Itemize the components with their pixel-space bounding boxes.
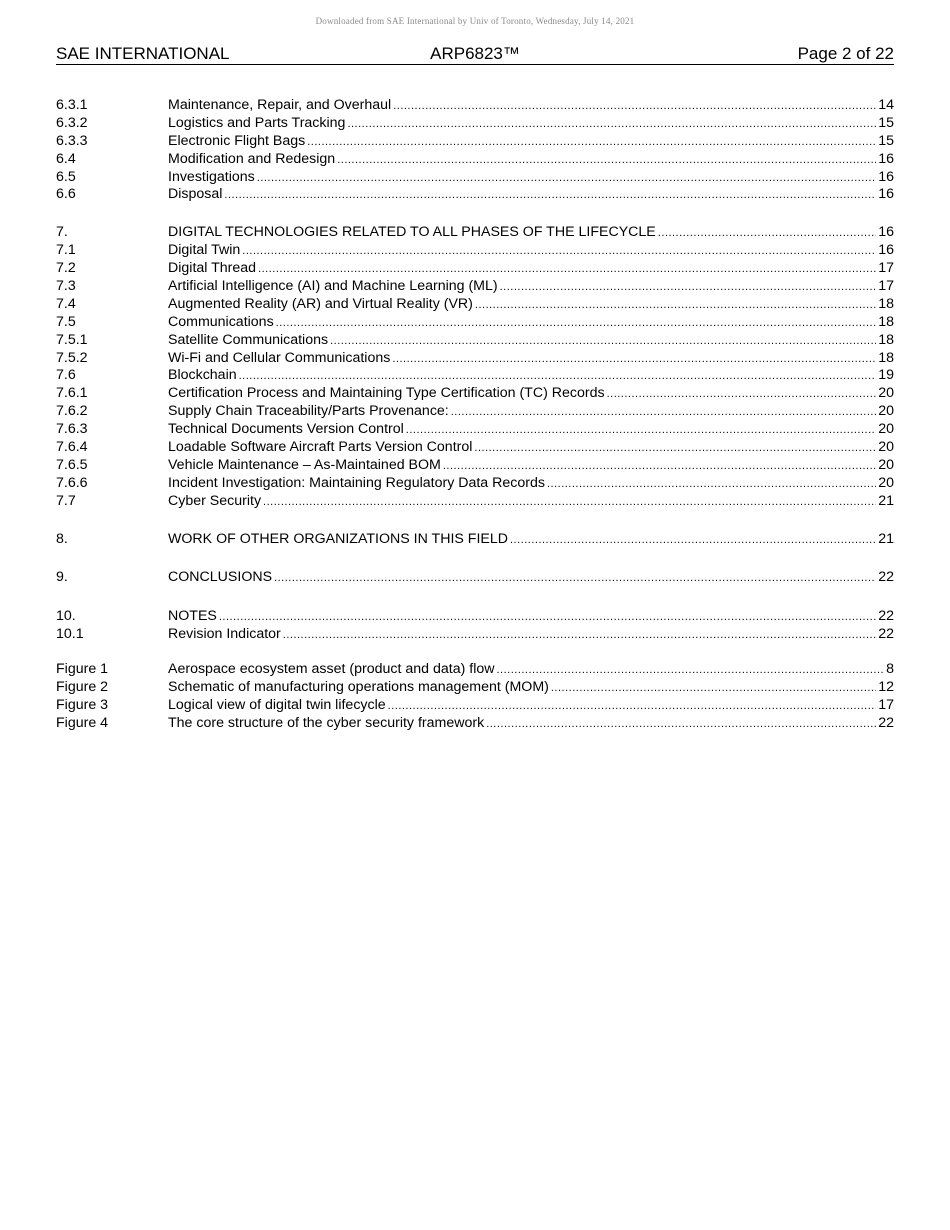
entry-page-number: 20 [878, 456, 894, 473]
entry-page-number: 18 [878, 331, 894, 348]
dot-leader [443, 458, 876, 476]
dot-leader [283, 627, 876, 645]
entry-page-number: 20 [878, 474, 894, 491]
toc-entry[interactable] [56, 97, 894, 115]
toc-entry[interactable] [56, 421, 894, 439]
entry-number: 8. [56, 530, 68, 547]
dot-leader [347, 116, 876, 134]
entry-title: Communications [168, 313, 274, 330]
figure-entry[interactable] [56, 661, 894, 679]
dot-leader [224, 187, 876, 205]
toc-entry[interactable] [56, 531, 894, 549]
entry-page-number: 16 [878, 224, 894, 241]
entry-page-number: 8 [886, 661, 894, 678]
toc-entry[interactable] [56, 242, 894, 260]
entry-number: Figure 3 [56, 696, 109, 713]
toc-entry[interactable] [56, 493, 894, 511]
entry-title: Certification Process and Maintaining Type Certification (TC) Records [168, 385, 605, 402]
figure-entry[interactable] [56, 715, 894, 733]
dot-leader [510, 532, 876, 550]
dot-leader [219, 609, 876, 627]
header-page-number: Page 2 of 22 [797, 44, 894, 63]
dot-leader [257, 170, 876, 188]
toc-group [56, 569, 894, 587]
header-document-id: ARP6823™ [430, 44, 520, 63]
entry-title: Artificial Intelligence (AI) and Machine Learning (ML) [168, 278, 498, 295]
entry-page-number: 17 [878, 696, 894, 713]
dot-leader [451, 404, 876, 422]
entry-number: 7.6.1 [56, 385, 88, 402]
entry-page-number: 22 [878, 714, 894, 731]
toc-entry[interactable] [56, 569, 894, 587]
toc-entry[interactable] [56, 151, 894, 169]
entry-title: Vehicle Maintenance – As-Maintained BOM [168, 456, 441, 473]
entry-title: NOTES [168, 608, 217, 625]
entry-page-number: 16 [878, 168, 894, 185]
dot-leader [475, 297, 876, 315]
entry-title: Maintenance, Repair, and Overhaul [168, 97, 392, 113]
toc-entry[interactable] [56, 169, 894, 187]
toc-entry[interactable] [56, 626, 894, 644]
dot-leader [500, 279, 877, 297]
dot-leader [242, 243, 876, 261]
toc-entry[interactable] [56, 224, 894, 242]
entry-page-number: 15 [878, 132, 894, 149]
entry-number: 7.2 [56, 260, 76, 277]
entry-number: 6.4 [56, 150, 76, 167]
entry-page-number: 18 [878, 313, 894, 330]
entry-number: 7.5.1 [56, 331, 88, 348]
entry-number: 6.5 [56, 168, 76, 185]
entry-title: Incident Investigation: Maintaining Regulatory Data Records [168, 474, 545, 491]
toc-entry[interactable] [56, 115, 894, 133]
toc-entry[interactable] [56, 385, 894, 403]
entry-title: Logistics and Parts Tracking [168, 114, 346, 131]
entry-title: WORK OF OTHER ORGANIZATIONS IN THIS FIELD [168, 530, 508, 547]
dot-leader [486, 716, 876, 734]
entry-title: Logical view of digital twin lifecycle [168, 696, 386, 713]
entry-number: 6.3.2 [56, 114, 88, 131]
toc-entry[interactable] [56, 296, 894, 314]
entry-page-number: 19 [878, 367, 894, 384]
dot-leader [276, 315, 877, 333]
dot-leader [547, 476, 876, 494]
list-of-figures [56, 661, 894, 733]
entry-number: 7.6.2 [56, 403, 88, 420]
entry-title: Schematic of manufacturing operations management (MOM) [168, 679, 549, 696]
dot-leader [474, 440, 876, 458]
entry-number: 7. [56, 224, 68, 241]
entry-number: 9. [56, 569, 68, 586]
entry-page-number: 20 [878, 439, 894, 456]
toc-group [56, 97, 894, 204]
entry-title: Technical Documents Version Control [168, 421, 404, 438]
dot-leader [263, 494, 876, 512]
entry-number: 7.6.3 [56, 421, 88, 438]
dot-leader [274, 570, 876, 588]
toc-entry[interactable] [56, 260, 894, 278]
dot-leader [658, 225, 876, 243]
entry-page-number: 16 [878, 186, 894, 203]
dot-leader [607, 386, 877, 404]
entry-title: Modification and Redesign [168, 150, 336, 167]
entry-page-number: 16 [878, 150, 894, 167]
dot-leader [496, 662, 884, 680]
toc-entry[interactable] [56, 403, 894, 421]
dot-leader [330, 333, 876, 351]
entry-page-number: 12 [878, 679, 894, 696]
dot-leader [393, 98, 876, 116]
entry-page-number: 17 [878, 260, 894, 277]
entry-title: Loadable Software Aircraft Parts Version Control [168, 439, 473, 456]
entry-title: Blockchain [168, 367, 237, 384]
entry-title: Digital Twin [168, 242, 241, 259]
toc-entry[interactable] [56, 133, 894, 151]
entry-title: Satellite Communications [168, 331, 329, 348]
entry-title: Disposal [168, 186, 223, 203]
toc-entry[interactable] [56, 439, 894, 457]
toc-entry[interactable] [56, 332, 894, 350]
entry-page-number: 22 [878, 626, 894, 643]
entry-page-number: 21 [878, 492, 894, 509]
dot-leader [392, 351, 876, 369]
entry-page-number: 18 [878, 295, 894, 312]
entry-title: Augmented Reality (AR) and Virtual Reality (VR) [168, 295, 473, 312]
toc-entry[interactable] [56, 475, 894, 493]
toc-entry[interactable] [56, 278, 894, 296]
entry-number: 10. [56, 608, 76, 625]
entry-number: 6.3.3 [56, 132, 88, 149]
figure-entry[interactable] [56, 697, 894, 715]
dot-leader [307, 134, 876, 152]
entry-title: Aerospace ecosystem asset (product and data) flow [168, 661, 495, 678]
entry-page-number: 20 [878, 403, 894, 420]
entry-number: 7.6.6 [56, 474, 88, 491]
entry-page-number: 22 [878, 608, 894, 625]
entry-title: Supply Chain Traceability/Parts Provenance: [168, 403, 449, 420]
entry-page-number: 14 [878, 97, 894, 113]
entry-title: CONCLUSIONS [168, 569, 273, 586]
toc-entry[interactable] [56, 608, 894, 626]
entry-title: The core structure of the cyber security framework [168, 714, 485, 731]
entry-number: 7.5 [56, 313, 76, 330]
entry-number: 7.6.5 [56, 456, 88, 473]
entry-page-number: 17 [878, 278, 894, 295]
entry-title: Digital Thread [168, 260, 257, 277]
table-of-contents [56, 97, 894, 733]
entry-number: 6.3.1 [56, 97, 88, 113]
entry-page-number: 22 [878, 569, 894, 586]
entry-number: 7.1 [56, 242, 76, 259]
entry-number: Figure 1 [56, 661, 109, 678]
dot-leader [388, 698, 877, 716]
toc-group [56, 224, 894, 510]
toc-group [56, 531, 894, 549]
entry-page-number: 21 [878, 530, 894, 547]
entry-number: 6.6 [56, 186, 76, 203]
download-watermark: Downloaded from SAE International by Univ of Toronto, Wednesday, July 14, 2021 [315, 16, 635, 26]
toc-entry[interactable] [56, 367, 894, 385]
entry-page-number: 16 [878, 242, 894, 259]
dot-leader [406, 422, 876, 440]
entry-title: Cyber Security [168, 492, 262, 509]
entry-number: 7.5.2 [56, 349, 88, 366]
entry-page-number: 18 [878, 349, 894, 366]
entry-title: DIGITAL TECHNOLOGIES RELATED TO ALL PHASES OF THE LIFECYCLE [168, 224, 656, 241]
entry-title: Revision Indicator [168, 626, 281, 643]
dot-leader [258, 261, 876, 279]
dot-leader [239, 368, 877, 386]
entry-number: 10.1 [56, 626, 84, 643]
toc-entry[interactable] [56, 314, 894, 332]
entry-page-number: 20 [878, 421, 894, 438]
entry-page-number: 20 [878, 385, 894, 402]
entry-number: 7.3 [56, 278, 76, 295]
header-organization: SAE INTERNATIONAL [56, 44, 230, 63]
dot-leader [337, 152, 876, 170]
figure-entry[interactable] [56, 679, 894, 697]
dot-leader [551, 680, 876, 698]
toc-entry[interactable] [56, 350, 894, 368]
toc-entry[interactable] [56, 186, 894, 204]
entry-page-number: 15 [878, 114, 894, 131]
entry-number: 7.4 [56, 295, 76, 312]
entry-number: 7.7 [56, 492, 76, 509]
entry-number: 7.6 [56, 367, 76, 384]
page-header [56, 44, 894, 65]
entry-title: Wi-Fi and Cellular Communications [168, 349, 391, 366]
toc-group [56, 608, 894, 644]
entry-number: 7.6.4 [56, 439, 88, 456]
entry-title: Investigations [168, 168, 255, 185]
entry-number: Figure 4 [56, 714, 109, 731]
entry-number: Figure 2 [56, 679, 109, 696]
toc-entry[interactable] [56, 457, 894, 475]
entry-title: Electronic Flight Bags [168, 132, 306, 149]
